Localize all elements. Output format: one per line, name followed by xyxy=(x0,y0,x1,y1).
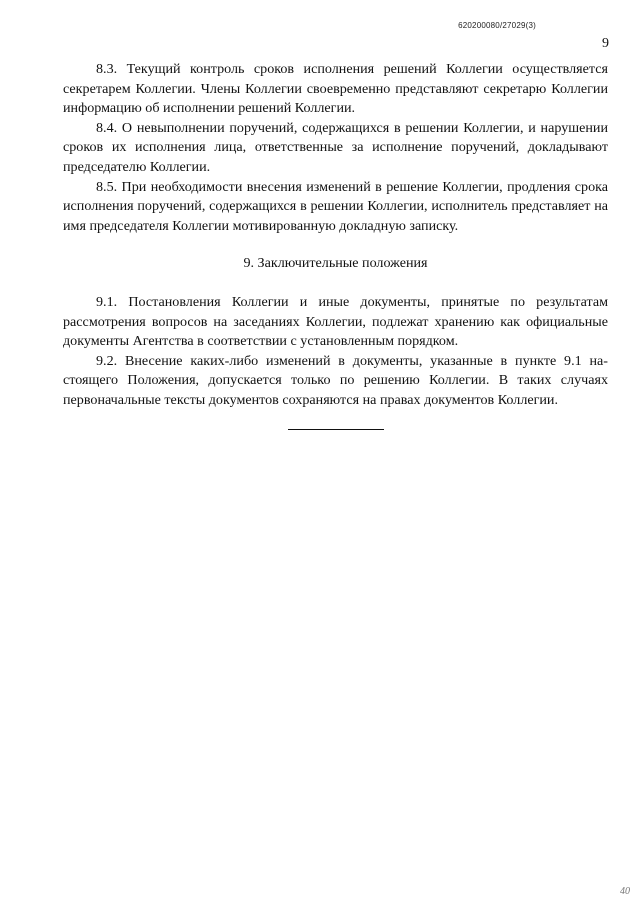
end-rule xyxy=(288,429,384,430)
paragraph-8-3: 8.3. Текущий контроль сроков исполнения решений Коллегии осуществляется секретарем Коллегии. Члены Коллегии своевременно представляют секретарю Коллегии информацию об исполнении решений Коллегии. xyxy=(63,61,608,117)
section-heading: 9. Заключительные положения xyxy=(243,255,428,272)
paragraph-9-2: 9.2. Внесение каких-либо изменений в документы, указанные в пункте 9.1 настоящего Положения, допускается только по решению Коллегии. В таких случаях первоначальные тексты документов сохраняются на правах документов Коллегии. xyxy=(63,352,608,408)
corner-mark: 40 xyxy=(620,886,630,897)
paragraph-8-5: 8.5. При необходимости внесения изменений в решение Коллегии, продления срока исполнения поручений, содержащихся в решении Коллегии, исполнитель представляет на имя председателя Коллегии мотивированную докладную записку. xyxy=(63,178,608,234)
document-id: 620200080/27029(3) xyxy=(458,21,536,30)
paragraph-8-4: 8.4. О невыполнении поручений, содержащихся в решении Коллегии, и нарушении сроков их исполнения лица, ответственные за исполнение поручений, докладывают председателю Коллегии. xyxy=(63,119,608,175)
page-number: 9 xyxy=(602,36,609,51)
document-body xyxy=(63,60,608,411)
paragraph-9-1: 9.1. Постановления Коллегии и иные документы, принятые по результатам рассмотрения вопросов на заседаниях Коллегии, подлежат хранению как официальные документы Агентства в соответствии с установленным порядком. xyxy=(63,293,608,350)
